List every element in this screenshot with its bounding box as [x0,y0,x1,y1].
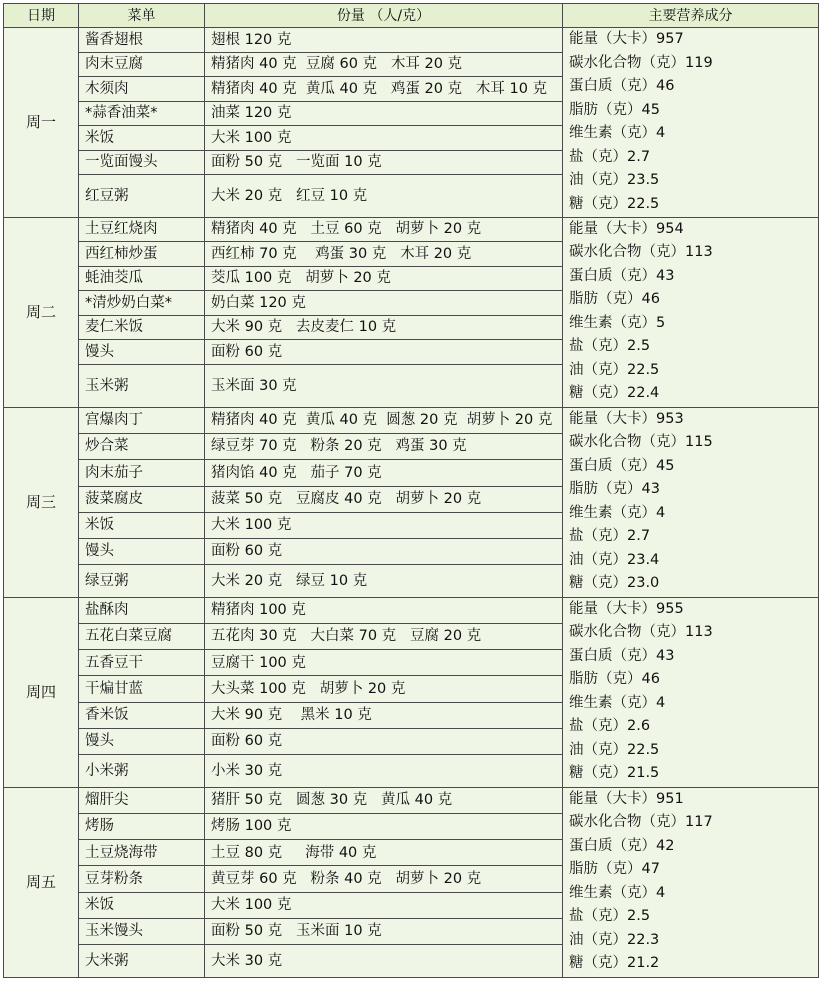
nutrition-item: 维生素（克）4 [569,125,666,141]
dish-name: 绿豆粥 [79,565,205,598]
nutrition-item: 糖（克）23.0 [569,575,660,592]
dish-name: 大米粥 [79,944,205,977]
dish-portion: 面粉 60 克 [205,538,563,564]
dish-portion: 面粉 60 克 [205,728,563,754]
nutrition-item: 能量（大卡）953 [569,410,684,427]
header-menu: 菜单 [79,4,205,28]
dish-name: 熘肝尖 [79,787,205,813]
nutrition-item: 油（克）23.5 [569,172,660,188]
dish-name: 肉末茄子 [79,460,205,486]
nutrition-item: 盐（克）2.7 [569,528,651,545]
day-label: 周一 [4,28,79,218]
dish-name: 五香豆干 [79,650,205,676]
dish-name: 菠菜腐皮 [79,486,205,512]
dish-name: 酱香翅根 [79,28,205,53]
nutrition-item: 脂肪（克）46 [569,671,660,688]
dish-name: 米饭 [79,512,205,538]
dish-portion: 猪肉馅 40 克 茄子 70 克 [205,460,563,486]
dish-name: 炒合菜 [79,434,205,460]
dish-portion: 玉米面 30 克 [205,364,563,407]
dish-name: 麦仁米饭 [79,315,205,340]
dish-name: 土豆烧海带 [79,840,205,866]
nutrition-item: 油（克）23.4 [569,551,660,568]
nutrition-item: 碳水化合物（克）113 [569,244,713,261]
nutrition-item: 蛋白质（克）43 [569,267,675,284]
dish-portion: 面粉 60 克 [205,340,563,365]
dish-name: 蚝油茭瓜 [79,266,205,291]
dish-name: 米饭 [79,892,205,918]
dish-name: 馒头 [79,728,205,754]
nutrition-item: 蛋白质（克）45 [569,457,675,474]
day-label: 周五 [4,787,79,977]
day-label: 周三 [4,407,79,597]
menu-row [4,28,819,53]
dish-portion: 大米 90 克 去皮麦仁 10 克 [205,315,563,340]
dish-portion: 大米 100 克 [205,512,563,538]
nutrition-item: 油（克）22.5 [569,741,660,758]
dish-name: 盐酥肉 [79,597,205,623]
nutrition-item: 脂肪（克）47 [569,861,660,878]
nutrition-item: 脂肪（克）43 [569,481,660,498]
nutrition-item: 能量（大卡）955 [569,600,684,617]
dish-portion: 精猪肉 40 克 黄瓜 40 克 鸡蛋 20 克 木耳 10 克 [205,77,563,102]
header-date: 日期 [4,4,79,28]
dish-portion: 大米 100 克 [205,892,563,918]
menu-row [4,217,819,242]
nutrition-item: 糖（克）21.2 [569,955,660,972]
dish-portion: 大米 20 克 绿豆 10 克 [205,565,563,598]
dish-portion: 大头菜 100 克 胡萝卜 20 克 [205,676,563,702]
dish-name: 玉米馒头 [79,918,205,944]
nutrition-item: 油（克）22.5 [569,361,660,378]
nutrition-item: 维生素（克）5 [569,314,666,331]
dish-name: 干煸甘蓝 [79,676,205,702]
dish-portion: 油菜 120 克 [205,101,563,126]
nutrition-cell [563,787,819,977]
nutrition-item: 碳水化合物（克）119 [569,54,713,71]
nutrition-item: 能量（大卡）957 [569,31,684,47]
nutrition-item: 蛋白质（克）43 [569,647,675,664]
nutrition-item: 碳水化合物（克）113 [569,624,713,641]
nutrition-cell [563,28,819,218]
dish-name: 土豆红烧肉 [79,217,205,242]
dish-portion: 大米 100 克 [205,126,563,151]
dish-name: 木须肉 [79,77,205,102]
day-label: 周四 [4,597,79,787]
nutrition-item: 蛋白质（克）46 [569,78,675,94]
dish-portion: 精猪肉 40 克 土豆 60 克 胡萝卜 20 克 [205,217,563,242]
dish-name: 西红柿炒蛋 [79,242,205,267]
nutrition-item: 糖（克）22.5 [569,195,660,212]
dish-portion: 菠菜 50 克 豆腐皮 40 克 胡萝卜 20 克 [205,486,563,512]
nutrition-item: 糖（克）22.4 [569,385,660,402]
dish-name: 五花白菜豆腐 [79,624,205,650]
nutrition-item: 脂肪（克）45 [569,101,660,118]
dish-portion: 大米 30 克 [205,944,563,977]
dish-name: 香米饭 [79,702,205,728]
dish-portion: 翅根 120 克 [205,28,563,53]
menu-row [4,597,819,623]
dish-portion: 土豆 80 克 海带 40 克 [205,840,563,866]
dish-portion: 豆腐干 100 克 [205,650,563,676]
dish-portion: 小米 30 克 [205,754,563,787]
dish-name: 馒头 [79,340,205,365]
dish-name: *蒜香油菜* [79,101,205,126]
nutrition-item: 糖（克）21.5 [569,765,660,782]
dish-name: 馒头 [79,538,205,564]
dish-portion: 面粉 50 克 玉米面 10 克 [205,918,563,944]
dish-name: 豆芽粉条 [79,866,205,892]
nutrition-item: 能量（大卡）951 [569,790,684,807]
nutrition-cell [563,407,819,597]
nutrition-item: 维生素（克）4 [569,504,666,521]
dish-name: 肉末豆腐 [79,52,205,77]
nutrition-item: 能量（大卡）954 [569,220,684,237]
nutrition-item: 蛋白质（克）42 [569,837,675,854]
nutrition-item: 盐（克）2.6 [569,718,651,735]
nutrition-cell [563,217,819,407]
nutrition-item: 维生素（克）4 [569,694,666,711]
dish-portion: 奶白菜 120 克 [205,291,563,316]
dish-portion: 精猪肉 100 克 [205,597,563,623]
header-row [4,4,819,28]
dish-portion: 猪肝 50 克 圆葱 30 克 黄瓜 40 克 [205,787,563,813]
dish-portion: 精猪肉 40 克 黄瓜 40 克 圆葱 20 克 胡萝卜 20 克 [205,407,563,433]
menu-row [4,787,819,813]
nutrition-item: 盐（克）2.5 [569,338,651,355]
dish-name: 宫爆肉丁 [79,407,205,433]
dish-portion: 绿豆芽 70 克 粉条 20 克 鸡蛋 30 克 [205,434,563,460]
nutrition-cell [563,597,819,787]
dish-portion: 精猪肉 40 克 豆腐 60 克 木耳 20 克 [205,52,563,77]
dish-portion: 面粉 50 克 一览面 10 克 [205,150,563,175]
dish-portion: 烤肠 100 克 [205,813,563,839]
nutrition-item: 油（克）22.3 [569,931,660,948]
header-portion: 份量 （人/克） [205,4,563,28]
dish-name: 玉米粥 [79,364,205,407]
dish-name: 米饭 [79,126,205,151]
dish-name: *清炒奶白菜* [79,291,205,316]
dish-name: 红豆粥 [79,175,205,218]
menu-row [4,407,819,433]
nutrition-item: 维生素（克）4 [569,884,666,901]
dish-name: 一览面馒头 [79,150,205,175]
menu-body [4,28,819,978]
dish-name: 烤肠 [79,813,205,839]
dish-portion: 茭瓜 100 克 胡萝卜 20 克 [205,266,563,291]
nutrition-item: 盐（克）2.5 [569,908,651,925]
dish-portion: 五花肉 30 克 大白菜 70 克 豆腐 20 克 [205,624,563,650]
dish-portion: 西红柿 70 克 鸡蛋 30 克 木耳 20 克 [205,242,563,267]
nutrition-item: 碳水化合物（克）117 [569,814,713,831]
nutrition-item: 盐（克）2.7 [569,148,651,165]
nutrition-item: 碳水化合物（克）115 [569,434,713,451]
header-nutrition: 主要营养成分 [563,4,819,28]
dish-portion: 大米 20 克 红豆 10 克 [205,175,563,218]
weekly-menu-table [3,3,819,978]
nutrition-item: 脂肪（克）46 [569,291,660,308]
dish-name: 小米粥 [79,754,205,787]
day-label: 周二 [4,217,79,407]
dish-portion: 大米 90 克 黑米 10 克 [205,702,563,728]
dish-portion: 黄豆芽 60 克 粉条 40 克 胡萝卜 20 克 [205,866,563,892]
